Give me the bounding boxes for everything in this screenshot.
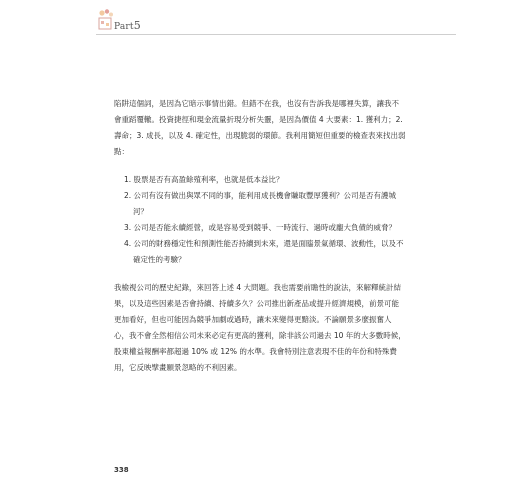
part-word: Part [114, 22, 134, 32]
checklist [114, 172, 406, 268]
paragraph-2: 我檢視公司的歷史紀錄，來回答上述 4 大問題。我也需要前瞻性的說法，來解釋統計結果，以及這些因素是否會持續、持續多久？公司推出新產品或提升經濟規模，前景可能更加看好，但也可能因為競爭加劇或過時，讓未來變得更黯淡。不論願景多麼振奮人心，我不會全然相信公司未來必定有更高的獲利，除非該公司過去 10 年的大多數時候，股東權益報酬率都超過 10% 或 12% 的水準。我會特別注意表現不佳的年份和特殊費用，它反映擘畫願景忽略的不利因素。 [114, 283, 406, 372]
page-number: 338 [114, 466, 129, 474]
list-item: 2. 公司有沒有做出與眾不同的事，能利用成長機會賺取豐厚獲利？公司是否有護城河？ [124, 191, 397, 216]
header-rule [96, 34, 456, 35]
page-header [96, 8, 456, 34]
body-text [114, 96, 406, 376]
paragraph-1: 陷阱這個詞，是因為它暗示事情出錯。但錯不在我，也沒有告訴我是哪裡失算，讓我不會重蹈覆轍。投資捷徑和現金流量折現分析失靈，是因為價值 4 大要素：1. 獲利力；2. 壽命；3. 成長，以及 4. 確定性，出現脆弱的環節。我利用簡短但重要的檢查表來找出弱點： [114, 99, 406, 156]
list-item: 1. 股票是否有高盈餘殖利率，也就是低本益比？ [124, 175, 284, 184]
part-label [114, 19, 141, 32]
part-number: 5 [133, 19, 141, 32]
list-item: 3. 公司是否能永續經營，或是容易受到競爭、一時流行、過時或龐大負債的威脅？ [124, 223, 397, 232]
list-item: 4. 公司的財務穩定性和預測性能否持續到未來，還是面臨景氣循環、波動性，以及不確定性的考驗？ [124, 239, 404, 264]
